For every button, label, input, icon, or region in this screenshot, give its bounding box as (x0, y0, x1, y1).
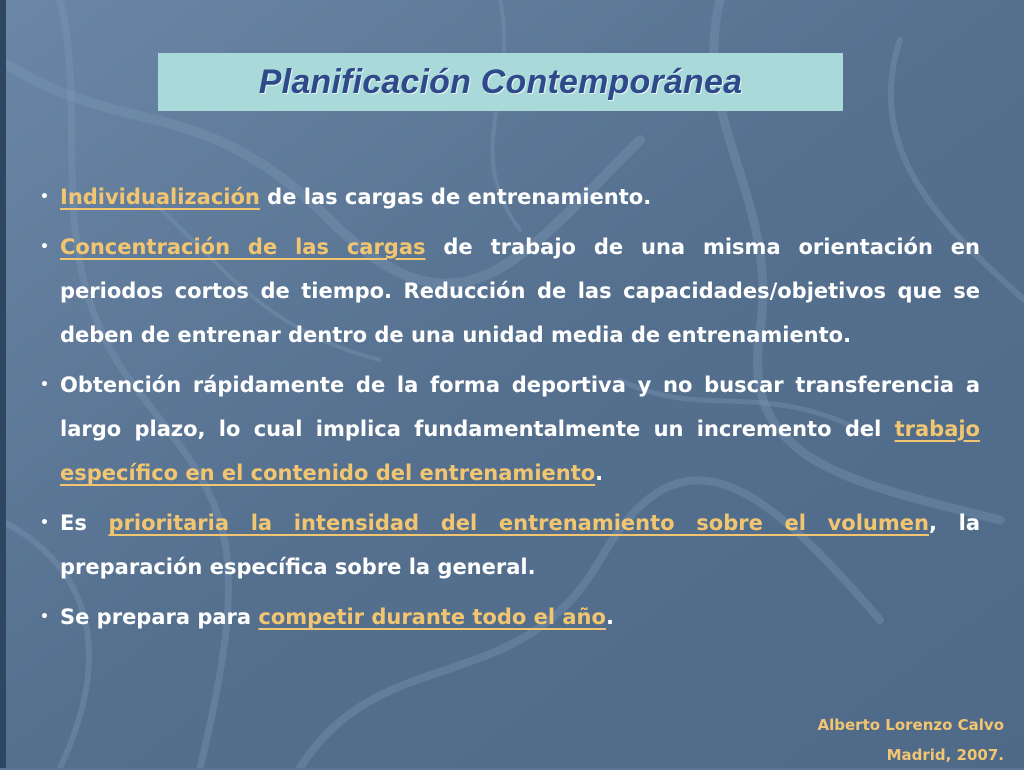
hyperlink-text[interactable]: Concentración de las cargas (60, 235, 426, 259)
bullet-text: . (605, 605, 614, 629)
bullet-dot-icon: • (40, 377, 49, 393)
slide-title: Planificación Contemporánea (258, 62, 743, 101)
bullet-text: Se prepara para (60, 605, 259, 629)
bullet-dot-icon: • (40, 609, 49, 625)
bullet-text: Es (60, 511, 109, 535)
bullet-list (40, 175, 980, 645)
hyperlink-text[interactable]: trabajo específico en el contenido del entrenamiento (60, 417, 980, 485)
bullet-item (40, 595, 980, 639)
bullet-text: de las cargas de entrenamiento. (259, 185, 652, 209)
title-box (158, 53, 843, 111)
hyperlink-text[interactable]: Individualización (60, 185, 260, 209)
bullet-item (40, 501, 980, 589)
author-block (818, 710, 1004, 770)
hyperlink-text[interactable]: prioritaria la intensidad del entrenamiento sobre el volumen (108, 511, 929, 535)
author-place-date: Madrid, 2007. (886, 746, 1004, 764)
bullet-dot-icon: • (40, 239, 49, 255)
bullet-item (40, 225, 980, 357)
bullet-item (40, 363, 980, 495)
bullet-text: de trabajo de una misma orientación en periodos cortos de tiempo. Reducción de las capacidades/objetivos que se deben de entrenar dentro de una unidad media de entrenamiento. (60, 235, 980, 347)
bullet-text: Obtención rápidamente de la forma deportiva y no buscar transferencia a largo plazo, lo cual implica fundamentalmente un incremento del (60, 373, 980, 441)
bullet-dot-icon: • (40, 515, 49, 531)
bullet-text: , la preparación específica sobre la general. (60, 511, 980, 579)
hyperlink-text[interactable]: competir durante todo el año (258, 605, 606, 629)
bullet-item (40, 175, 980, 219)
bullet-text: . (595, 461, 604, 485)
author-name: Alberto Lorenzo Calvo (817, 716, 1004, 734)
bullet-dot-icon: • (40, 189, 49, 205)
